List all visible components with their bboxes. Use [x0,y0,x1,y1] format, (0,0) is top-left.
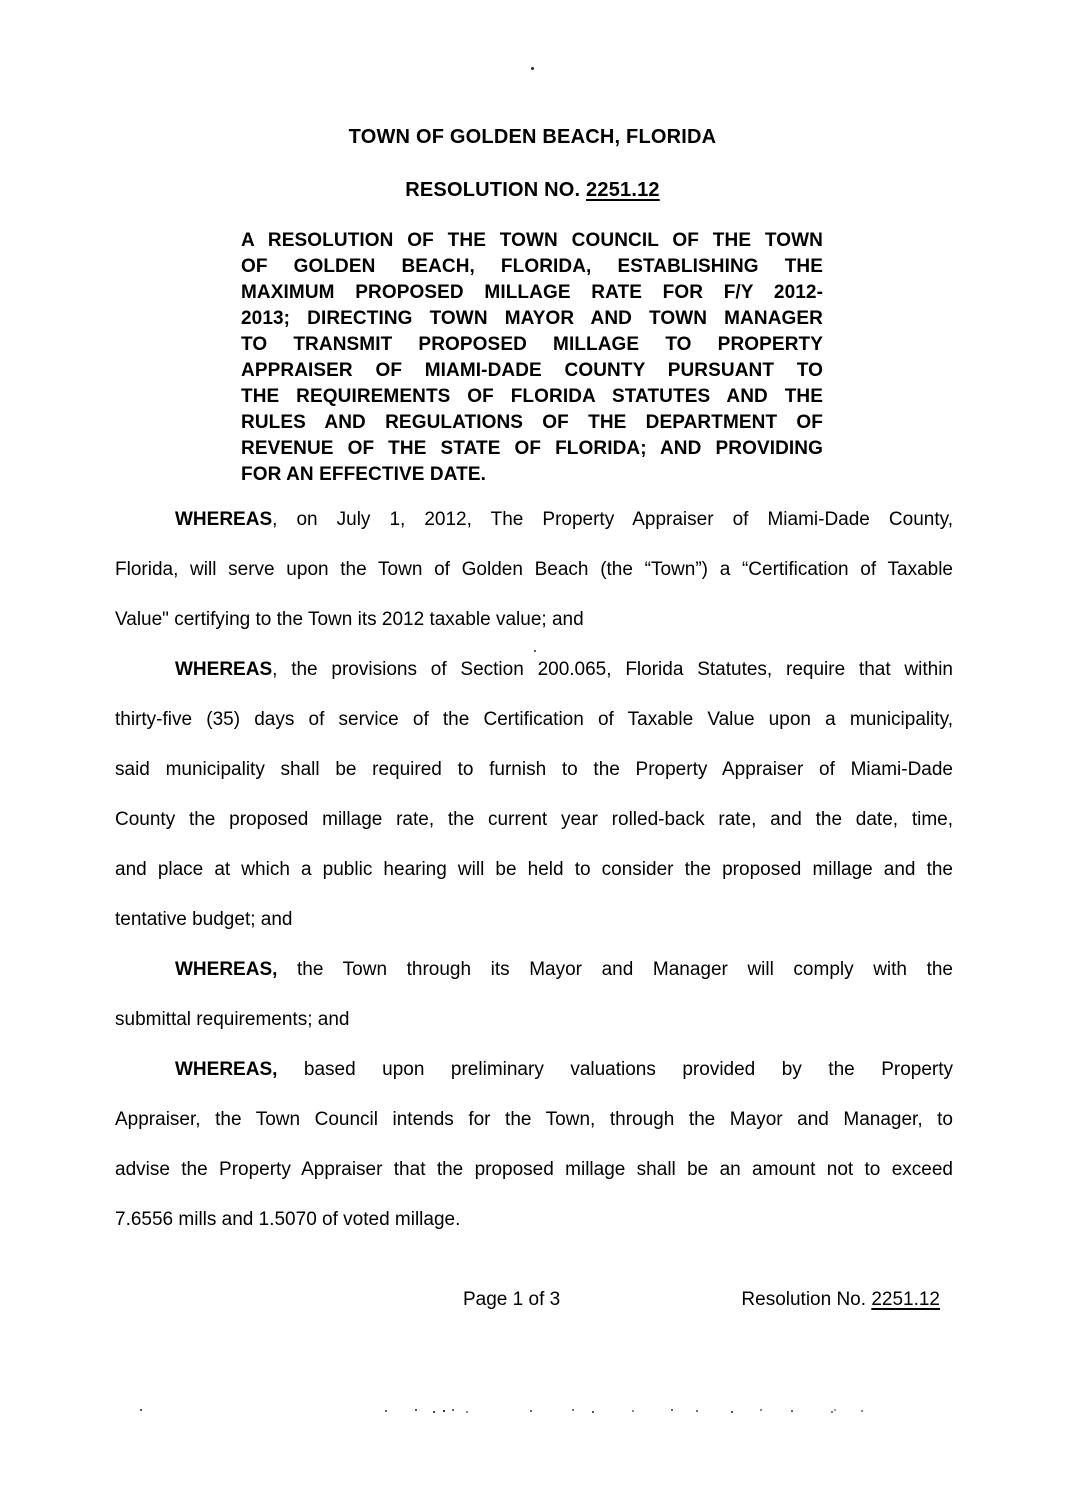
paragraph-line [115,495,953,545]
paragraph-line: advise the Property Appraiser that the proposed millage shall be an amount not to exceed [115,1159,953,1180]
summary-line: A RESOLUTION OF THE TOWN COUNCIL OF THE TOWN [241,230,823,251]
resolution-summary-block [241,228,823,488]
footer-resolution-number [741,1275,940,1325]
summary-line: MAXIMUM PROPOSED MILLAGE RATE FOR F/Y 2012- [241,282,823,303]
whereas-paragraph-2 [115,645,953,945]
paragraph-line: thirty-five (35) days of service of the Certification of Taxable Value upon a municipality, [115,709,953,730]
paragraph-line: tentative budget; and [115,909,293,930]
paragraph-text: , on July 1, 2012, The Property Appraiser of Miami-Dade County, [272,509,953,530]
paragraph-text: the Town through its Mayor and Manager will comply with the [277,959,953,980]
whereas-paragraph-1 [115,495,953,645]
page-indicator: Page 1 of 3 [463,1289,561,1310]
paragraph-text: based upon preliminary valuations provided by the Property [277,1059,953,1080]
whereas-keyword: WHEREAS, [175,959,278,980]
summary-line: REVENUE OF THE STATE OF FLORIDA; AND PROVIDING [241,438,823,459]
footer-resolution-label: Resolution No. [741,1289,872,1310]
resolution-number: 2251.12 [586,179,660,201]
whereas-paragraph-4 [115,1045,953,1245]
paragraph-line: and place at which a public hearing will be held to consider the proposed millage and the [115,859,953,880]
footer-resolution-value: 2251.12 [871,1289,940,1310]
summary-line: 2013; DIRECTING TOWN MAYOR AND TOWN MANAGER [241,308,823,329]
whereas-paragraph-3 [115,945,953,1045]
resolution-label: RESOLUTION NO. [405,179,587,201]
summary-line: FOR AN EFFECTIVE DATE. [241,464,486,485]
summary-line: TO TRANSMIT PROPOSED MILLAGE TO PROPERTY [241,334,823,355]
paragraph-line: Florida, will serve upon the Town of Golden Beach (the “Town”) a “Certification of Taxable [115,559,953,580]
scan-speck-icon [531,67,534,70]
summary-line: APPRAISER OF MIAMI-DADE COUNTY PURSUANT TO [241,360,823,381]
paragraph-line [115,645,953,695]
paragraph-line: 7.6556 mills and 1.5070 of voted millage. [115,1209,461,1230]
summary-line: THE REQUIREMENTS OF FLORIDA STATUTES AND THE [241,386,823,407]
summary-line: OF GOLDEN BEACH, FLORIDA, ESTABLISHING THE [241,256,823,277]
paragraph-line [115,1045,953,1095]
paragraph-text: , the provisions of Section 200.065, Florida Statutes, require that within [272,659,953,680]
paragraph-line: County the proposed millage rate, the current year rolled-back rate, and the date, time, [115,809,953,830]
whereas-keyword: WHEREAS [175,509,273,530]
document-title: TOWN OF GOLDEN BEACH, FLORIDA [348,126,717,148]
summary-line: RULES AND REGULATIONS OF THE DEPARTMENT OF [241,412,823,433]
paragraph-line [115,945,953,995]
paragraph-line: Value" certifying to the Town its 2012 taxable value; and [115,609,584,630]
whereas-keyword: WHEREAS, [175,1059,278,1080]
paragraph-line: Appraiser, the Town Council intends for the Town, through the Mayor and Manager, to [115,1109,953,1130]
resolution-number-heading [0,179,1065,202]
paragraph-line: submittal requirements; and [115,1009,350,1030]
paragraph-line: said municipality shall be required to furnish to the Property Appraiser of Miami-Dade [115,759,953,780]
whereas-keyword: WHEREAS [175,659,273,680]
scan-artifact-dots [140,1409,142,1411]
